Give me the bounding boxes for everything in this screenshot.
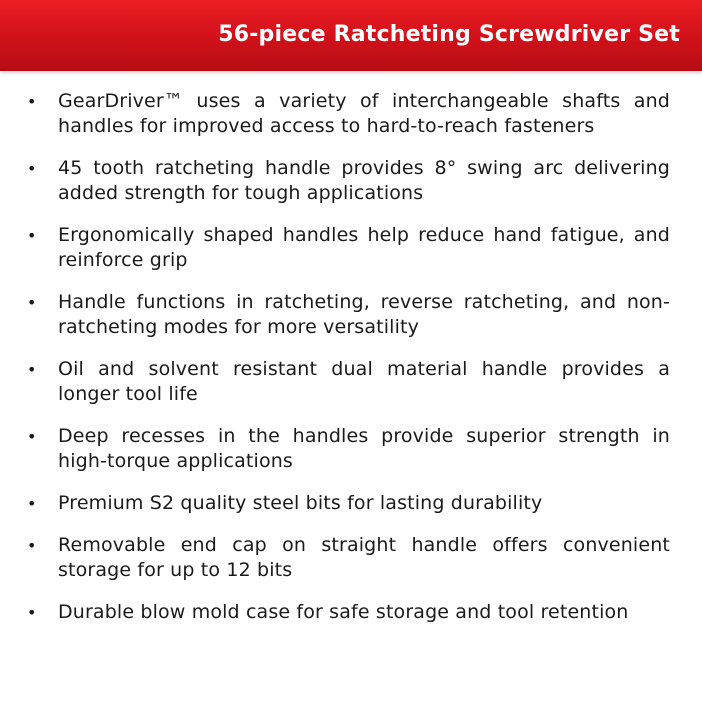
bullet-icon: •: [27, 427, 37, 446]
bullet-icon: •: [27, 159, 37, 178]
feature-text: Durable blow mold case for safe storage and tool retention: [58, 601, 629, 623]
feature-item: [0, 223, 670, 273]
feature-item: [0, 533, 670, 583]
feature-text: Premium S2 quality steel bits for lasting durability: [58, 492, 543, 514]
page-title: 56-piece Ratcheting Screwdriver Set: [218, 22, 680, 47]
feature-text: 45 tooth ratcheting handle provides 8° swing arc delivering added strength for tough applications: [58, 157, 670, 204]
feature-item: [0, 290, 670, 340]
feature-text: Handle functions in ratcheting, reverse ratcheting, and non-ratcheting modes for more versatility: [58, 291, 670, 338]
feature-list: [0, 89, 702, 642]
feature-item: [0, 424, 670, 474]
feature-item: [0, 491, 670, 516]
feature-text: Oil and solvent resistant dual material handle provides a longer tool life: [58, 358, 670, 405]
feature-text: Removable end cap on straight handle offers convenient storage for up to 12 bits: [58, 534, 670, 581]
bullet-icon: •: [27, 92, 37, 111]
feature-item: [0, 156, 670, 206]
feature-item: [0, 357, 670, 407]
feature-text: Deep recesses in the handles provide superior strength in high-torque applications: [58, 425, 670, 472]
bullet-icon: •: [27, 360, 37, 379]
feature-item: [0, 89, 670, 139]
feature-item: [0, 600, 670, 625]
bullet-icon: •: [27, 293, 37, 312]
bullet-icon: •: [27, 226, 37, 245]
feature-text: Ergonomically shaped handles help reduce hand fatigue, and reinforce grip: [58, 224, 670, 271]
title-banner: [0, 0, 702, 71]
bullet-icon: •: [27, 536, 37, 555]
bullet-icon: •: [27, 603, 37, 622]
bullet-icon: •: [27, 494, 37, 513]
feature-text: GearDriver™ uses a variety of interchangeable shafts and handles for improved access to hard-to-reach fasteners: [58, 90, 670, 137]
